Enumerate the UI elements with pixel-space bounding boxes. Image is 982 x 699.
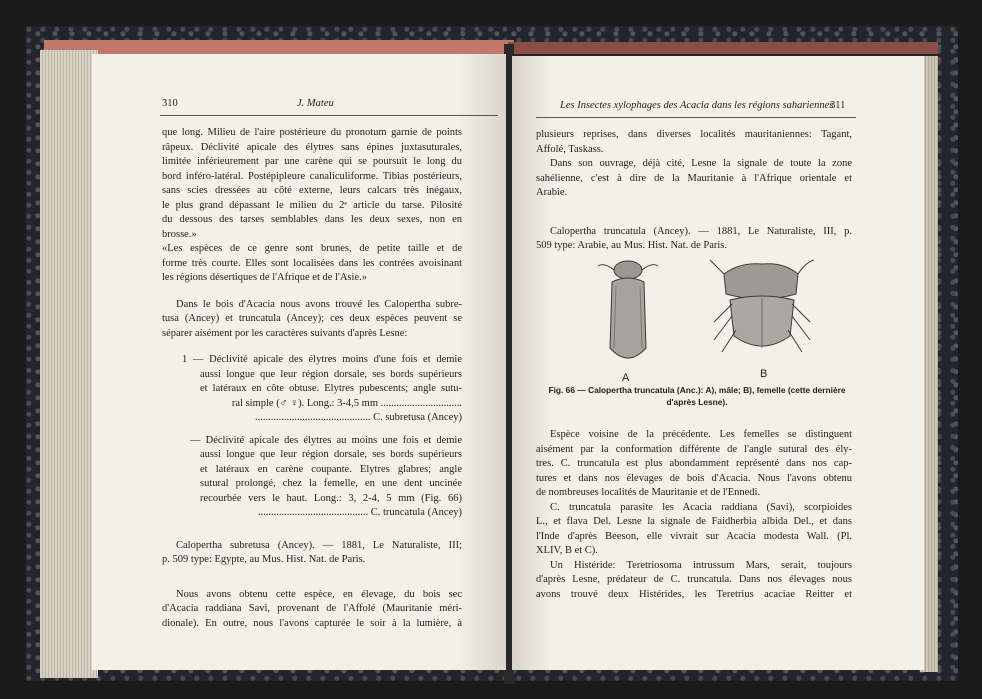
text-line: dionale). En outre, nous l'avons capturée le soir à la lumière, à <box>162 617 462 629</box>
text-line: et latéraux en côte obtuse. Elytres pubescents; angle sutu- <box>200 383 462 394</box>
figure-label-a: A <box>622 372 630 384</box>
right-para-6 <box>536 559 852 603</box>
text-line: ral simple (♂ ♀). Long.: 3-4,5 mm ............................... <box>231 397 462 409</box>
text-line: Espèce voisine de la précédente. Les femelles se distinguent <box>550 429 852 440</box>
text-line: le plus grand dépassant le milieu du 2ᵉ article du tarse. Pilosité <box>162 199 462 211</box>
key-entry-2 <box>162 434 462 521</box>
text-line: Un Histéride: Teretriosoma intrussum Mars, serait, toujours <box>550 559 852 571</box>
text-line: tusa (Ancey) et truncatula (Ancey); ces deux espèces peuvent se <box>162 313 462 324</box>
left-para-1 <box>162 126 462 286</box>
text-line: 1 — Déclivité apicale des élytres moins d'une fois et demie <box>182 354 462 365</box>
figure-caption: Fig. 66 — Calopertha truncatula (Anc.): A), mâle; B), femelle (cette dernière d'après Lesne). <box>548 385 846 407</box>
right-para-1 <box>536 128 852 157</box>
text-line: Arabie. <box>536 187 568 198</box>
text-line: — Déclivité apicale des élytres au moins une fois et demie <box>190 434 462 446</box>
text-line: forme très courte. Elles sont localisées dans les contrées avoisinant <box>162 257 462 269</box>
text-line: L., et flava Del. Lesne la signale de Faidherbia albida Del., et dans <box>536 516 852 527</box>
text-line: du dessous des tarses semblables dans les deux sexes, non en <box>162 214 462 225</box>
text-line: Calopertha truncatula (Ancey). — 1881, Le Naturaliste, III, p. <box>550 225 852 237</box>
text-line: plusieurs reprises, dans diverses localités mauritaniennes: Tagant, <box>536 129 852 140</box>
text-line: limitée inférieurement par une carène qui se poursuit le long du <box>162 156 462 167</box>
text-line: tures et dans nos élevages de bois d'Acacia. Nous l'avons obtenu <box>536 472 852 484</box>
page-edge-top-left <box>44 40 514 54</box>
left-para-3 <box>162 539 462 568</box>
text-line: avons trouvé deux Histérides, les Teretrius acaciae Reitter et <box>536 588 852 600</box>
beetle-male-illustration <box>598 261 658 358</box>
header-rule <box>536 117 856 118</box>
text-line: aussi longue que leur région dorsale, ses bords supérieurs <box>200 449 462 460</box>
text-line: C. truncatula parasite les Acacia raddiana (Savi), scorpioides <box>550 501 852 513</box>
key-entry-1 <box>162 353 462 426</box>
left-page-number: 310 <box>162 98 178 109</box>
right-para-5 <box>536 501 852 559</box>
left-body <box>162 126 462 631</box>
text-line: que long. Milieu de l'aire postérieure du pronotum garnie de points <box>162 127 462 138</box>
right-page <box>512 56 924 670</box>
text-line: 509 type: Arabie, au Mus. Hist. Nat. de Paris. <box>536 240 728 251</box>
right-para-3 <box>536 225 852 254</box>
text-line: sans scies dressées au côté externe, leurs calcars très inégaux, <box>162 185 462 196</box>
text-line: d'après Lesne, prédateur de C. truncatula. Dans nos élevages nous <box>536 574 852 585</box>
text-line: p. 509 type: Egypte, au Mus. Hist. Nat. de Paris. <box>162 554 366 565</box>
text-line: Nous avons obtenu cette espèce, en élevage, du bois sec <box>176 588 462 600</box>
text-line: râpeux. Déclivité apicale des élytres sans épines juxtasuturales, <box>162 141 462 153</box>
left-para-4 <box>162 588 462 632</box>
text-line: bord inféro-latéral. Postépipleure canaliculiforme. Tibias postérieurs, <box>162 170 462 182</box>
text-line: l'Inde d'après Beeson, elle vivrait sur Acacia modesta Wall. (Pl. <box>536 530 852 542</box>
right-page-number: 311 <box>830 100 846 111</box>
right-body-top <box>536 128 852 254</box>
figure-label-b: B <box>760 368 768 380</box>
text-line: Dans son ouvrage, déjà cité, Lesne la signale de toute la zone <box>550 158 852 169</box>
text-line: d'Acacia raddiana Savi, provenant de l'Affolé (Mauritanie méri- <box>162 603 462 614</box>
text-line: Affolé, Taskass. <box>536 143 604 155</box>
left-running-head: J. Mateu <box>297 98 334 109</box>
text-line: séparer aisément por les caractères suivants d'après Lesne: <box>162 327 408 339</box>
left-page <box>92 54 506 670</box>
text-line: Calopertha subretusa (Ancey). — 1881, Le Naturaliste, III; <box>176 539 462 551</box>
text-line: les régions désertiques de l'Afrique et de l'Asie.» <box>162 272 367 283</box>
page-stack-left <box>40 50 98 678</box>
beetle-female-illustration <box>710 260 814 352</box>
text-line: recourbée vers le haut. Long.: 3, 2-4, 5 mm (Fig. 66) <box>200 492 462 504</box>
text-line: «Les espèces de ce genre sont brunes, de petite taille et de <box>162 243 462 254</box>
text-line: brosse.» <box>162 228 197 240</box>
text-line: tres. C. truncatula est plus abondamment représenté dans nos cap- <box>536 458 852 469</box>
header-rule <box>160 115 498 116</box>
left-para-2 <box>162 298 462 342</box>
text-line: Dans le bois d'Acacia nous avons trouvé les Calopertha subre- <box>176 298 462 310</box>
text-line: aussi longue que leur région dorsale, ses bords supérieurs <box>200 368 462 380</box>
right-body-bottom <box>536 428 852 602</box>
text-line: de nombreuses localités de Mauritanie et de l'Ennedi. <box>536 487 761 498</box>
text-line: sutural prolongé, chez la femelle, en une dent uncinée <box>200 478 462 489</box>
page-edge-top-right <box>508 42 938 54</box>
text-line: ............................................ C. subretusa (Ancey) <box>254 412 462 423</box>
text-line: et latéraux en carène coupante. Elytres glabres; angle <box>200 463 462 475</box>
text-line: aisément par la conformation différente de l'angle sutural des ély- <box>536 443 852 455</box>
text-line: sahélienne, c'est à dire de la Mauritanie à l'Afrique orientale et <box>536 172 852 184</box>
text-line: .......................................... C. truncatula (Ancey) <box>257 507 462 518</box>
right-running-head: Les Insectes xylophages des Acacia dans les régions sahariennes <box>560 100 834 111</box>
text-line: XLIV, B et C). <box>536 545 598 556</box>
figure-66 <box>592 256 822 374</box>
right-para-2 <box>536 157 852 201</box>
right-para-4 <box>536 428 852 501</box>
